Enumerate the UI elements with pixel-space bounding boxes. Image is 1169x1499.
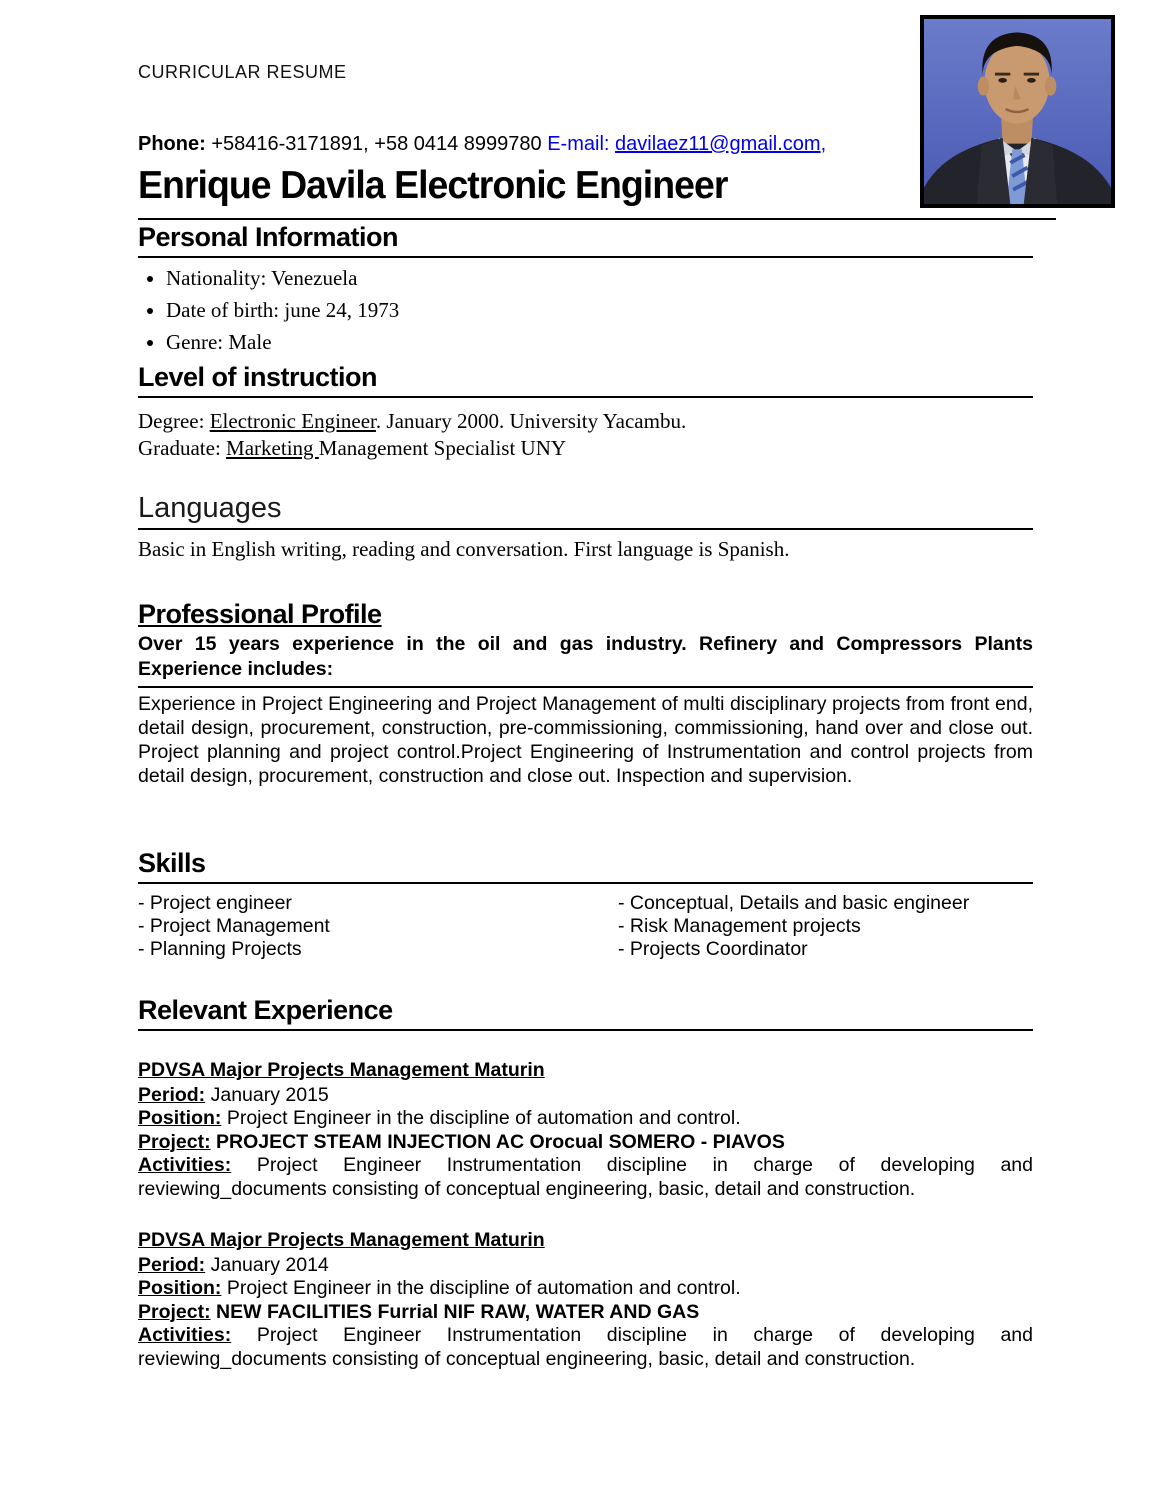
section-title-relevant-experience: Relevant Experience	[138, 995, 393, 1025]
period-row	[138, 1084, 1033, 1108]
project-value: PROJECT STEAM INJECTION AC Orocual SOMERO - PIAVOS	[210, 1130, 785, 1153]
project-label: Project:	[138, 1300, 211, 1323]
phone-label: Phone:	[138, 133, 206, 155]
section-title-skills: Skills	[138, 848, 206, 878]
degree-line	[138, 408, 1033, 435]
contact-line	[138, 133, 1033, 156]
period-row	[138, 1254, 1033, 1278]
list-item: • Date of birth: june 24, 1973	[166, 298, 1033, 323]
section-title-professional-profile: Professional Profile	[138, 599, 382, 629]
divider	[138, 528, 1033, 530]
activities-row	[138, 1154, 1033, 1201]
period-label: Period:	[138, 1253, 206, 1276]
skill-item: - Projects Coordinator	[618, 938, 808, 960]
skills-section	[138, 848, 1033, 961]
list-item: • Genre: Male	[166, 330, 1033, 355]
project-row	[138, 1301, 1033, 1325]
skills-column-right	[618, 892, 1033, 961]
section-title-personal-information: Personal Information	[138, 222, 399, 252]
divider	[138, 686, 1033, 688]
profile-body: Experience in Project Engineering and Project Management of multi disciplinary projects from front end, detail design, procurement, construction, pre-commissioning, commissioning, hand over and close out. Project planning and project control.Project Engineering of Instrumentation and control projects from detail design, procurement, construction and close out. Inspection and supervision.	[138, 693, 1033, 787]
list-item: • Nationality: Venezuela	[166, 266, 1033, 291]
degree-details: . January 2000. University Yacambu.	[375, 409, 687, 433]
section-title-languages: Languages	[138, 492, 282, 524]
degree-title: Electronic Engineer	[209, 409, 376, 433]
experience-entry	[138, 1059, 1033, 1201]
activities-label: Activities:	[138, 1154, 232, 1176]
degree-label: Degree:	[138, 409, 210, 433]
divider	[138, 1029, 1033, 1031]
email-trailing-comma: ,	[820, 133, 827, 155]
activities-value: Project Engineer Instrumentation discipline in charge of developing and reviewing_documents consisting of conceptual engineering, basic, detail and construction.	[138, 1154, 1033, 1200]
graduate-title: Marketing	[226, 436, 319, 460]
activities-row	[138, 1324, 1033, 1371]
position-label: Position:	[138, 1107, 222, 1129]
position-row	[138, 1107, 1033, 1131]
languages-text: Basic in English writing, reading and conversation. First language is Spanish.	[138, 537, 790, 561]
experience-entry	[138, 1229, 1033, 1371]
phone-numbers: +58416-3171891, +58 0414 8999780	[205, 133, 548, 155]
document-title: CURRICULAR RESUME	[138, 62, 347, 82]
instruction-block	[138, 408, 1033, 462]
divider	[138, 218, 1056, 220]
divider	[138, 882, 1033, 884]
personal-info-list	[138, 266, 1033, 355]
skill-item: - Risk Management projects	[618, 915, 861, 937]
activities-value: Project Engineer Instrumentation discipline in charge of developing and reviewing_documents consisting of conceptual engineering, basic, detail and construction.	[138, 1324, 1033, 1370]
skills-column-left	[138, 892, 618, 961]
email-label: E-mail:	[547, 133, 616, 155]
position-label: Position:	[138, 1277, 222, 1299]
person-name-title: Enrique Davila Electronic Engineer	[138, 164, 728, 207]
period-value: January 2015	[205, 1083, 329, 1106]
activities-label: Activities:	[138, 1324, 232, 1346]
experience-section	[138, 995, 1033, 1371]
company-name: PDVSA Major Projects Management Maturin	[138, 1229, 545, 1251]
project-label: Project:	[138, 1130, 211, 1153]
graduate-details: Management Specialist UNY	[318, 436, 567, 460]
divider	[138, 256, 1033, 258]
period-label: Period:	[138, 1083, 206, 1106]
profile-lead: Over 15 years experience in the oil and gas industry. Refinery and Compressors Plants Experience includes:	[138, 633, 1033, 680]
graduate-label: Graduate:	[138, 436, 227, 460]
position-value: Project Engineer in the discipline of automation and control.	[221, 1107, 741, 1129]
position-value: Project Engineer in the discipline of automation and control.	[221, 1277, 741, 1299]
graduate-line	[138, 435, 1033, 462]
skill-item: - Conceptual, Details and basic engineer	[618, 892, 970, 914]
skills-grid	[138, 892, 1033, 961]
email-link[interactable]: davilaez11@gmail.com	[615, 133, 821, 155]
project-row	[138, 1131, 1033, 1155]
skill-item: - Project engineer	[138, 892, 292, 914]
period-value: January 2014	[205, 1253, 329, 1276]
skill-item: - Planning Projects	[138, 938, 302, 960]
project-value: NEW FACILITIES Furrial NIF RAW, WATER AND GAS	[210, 1300, 700, 1323]
position-row	[138, 1277, 1033, 1301]
section-title-level-of-instruction: Level of instruction	[138, 362, 378, 392]
company-name: PDVSA Major Projects Management Maturin	[138, 1059, 545, 1081]
divider	[138, 396, 1033, 398]
skill-item: - Project Management	[138, 915, 330, 937]
